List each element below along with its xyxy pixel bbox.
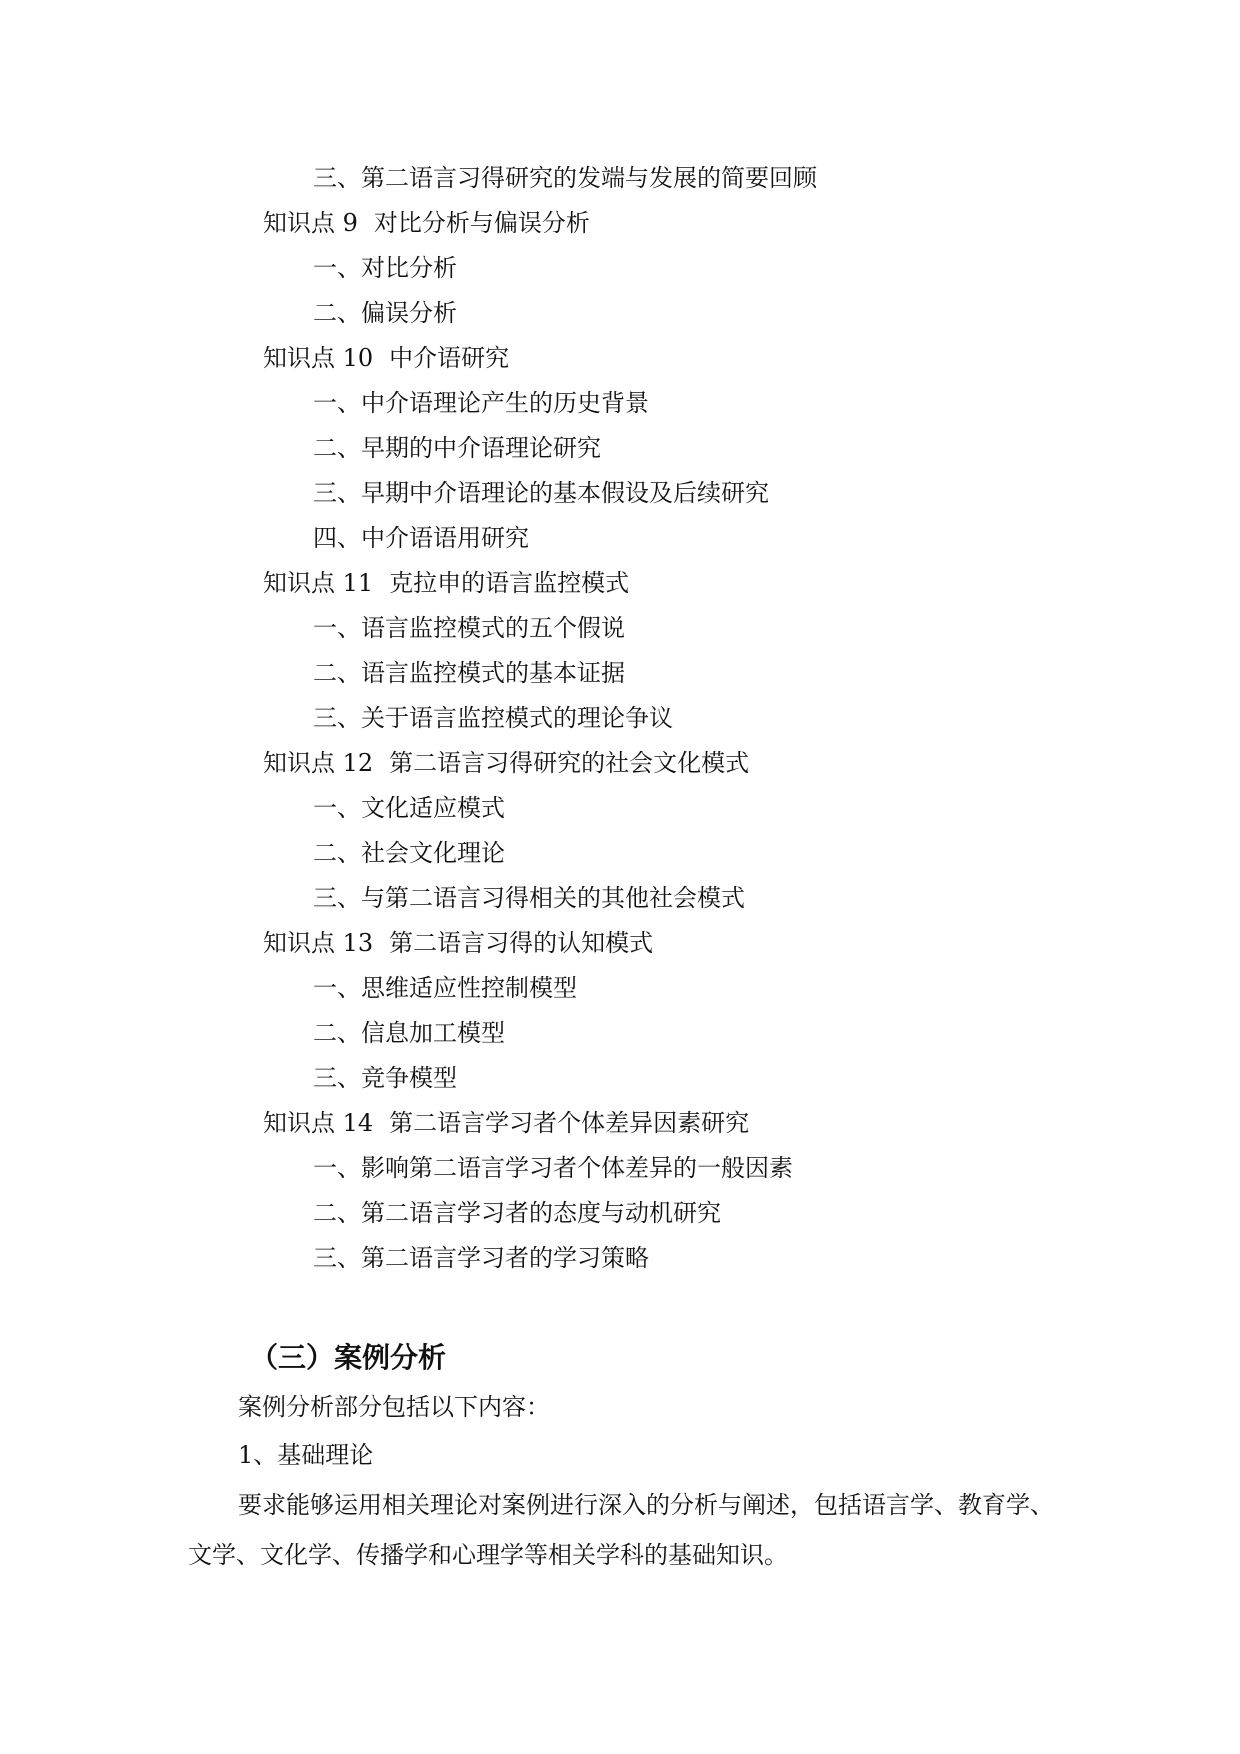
outline-item: 一、对比分析 (313, 254, 457, 282)
outline-item: 三、与第二语言习得相关的其他社会模式 (313, 884, 745, 912)
knowledge-point-9 (263, 207, 590, 239)
outline-item: 二、早期的中介语理论研究 (313, 434, 601, 462)
kp-title: 中介语研究 (389, 344, 510, 372)
kp-label: 知识点 11 (263, 569, 374, 597)
list-item-basic-theory: 1、基础理论 (238, 1441, 374, 1469)
kp-title: 克拉申的语言监控模式 (389, 569, 630, 597)
knowledge-point-14 (263, 1107, 749, 1139)
section-intro: 案例分析部分包括以下内容： (238, 1393, 550, 1421)
outline-item: 二、语言监控模式的基本证据 (313, 659, 625, 687)
paragraph-line-2: 文学、文化学、传播学和心理学等相关学科的基础知识。 (188, 1541, 788, 1569)
section-heading: （三）案例分析 (250, 1341, 447, 1374)
outline-item: 一、语言监控模式的五个假说 (313, 614, 625, 642)
knowledge-point-10 (263, 342, 509, 374)
outline-item: 四、中介语语用研究 (313, 524, 529, 552)
outline-item: 二、第二语言学习者的态度与动机研究 (313, 1199, 721, 1227)
outline-item: 三、竞争模型 (313, 1064, 457, 1092)
kp-title: 第二语言习得的认知模式 (389, 929, 654, 957)
kp-title: 第二语言学习者个体差异因素研究 (389, 1109, 750, 1137)
outline-item: 三、第二语言习得研究的发端与发展的简要回顾 (313, 164, 817, 192)
knowledge-point-11 (263, 567, 629, 599)
kp-title: 对比分析与偏误分析 (373, 209, 590, 237)
outline-item: 一、中介语理论产生的历史背景 (313, 389, 649, 417)
outline-item: 三、第二语言学习者的学习策略 (313, 1244, 649, 1272)
outline-item: 三、早期中介语理论的基本假设及后续研究 (313, 479, 769, 507)
knowledge-point-13 (263, 927, 653, 959)
kp-label: 知识点 10 (263, 344, 374, 372)
kp-label: 知识点 13 (263, 929, 374, 957)
outline-item: 一、文化适应模式 (313, 794, 505, 822)
paragraph-line-1: 要求能够运用相关理论对案例进行深入的分析与阐述，包括语言学、教育学、 (238, 1491, 1054, 1519)
outline-item: 二、偏误分析 (313, 299, 457, 327)
kp-title: 第二语言习得研究的社会文化模式 (389, 749, 750, 777)
kp-label: 知识点 12 (263, 749, 374, 777)
kp-label: 知识点 9 (263, 209, 358, 237)
outline-item: 二、信息加工模型 (313, 1019, 505, 1047)
outline-item: 二、社会文化理论 (313, 839, 505, 867)
outline-item: 一、思维适应性控制模型 (313, 974, 577, 1002)
outline-item: 一、影响第二语言学习者个体差异的一般因素 (313, 1154, 793, 1182)
outline-item: 三、关于语言监控模式的理论争议 (313, 704, 673, 732)
kp-label: 知识点 14 (263, 1109, 374, 1137)
knowledge-point-12 (263, 747, 749, 779)
